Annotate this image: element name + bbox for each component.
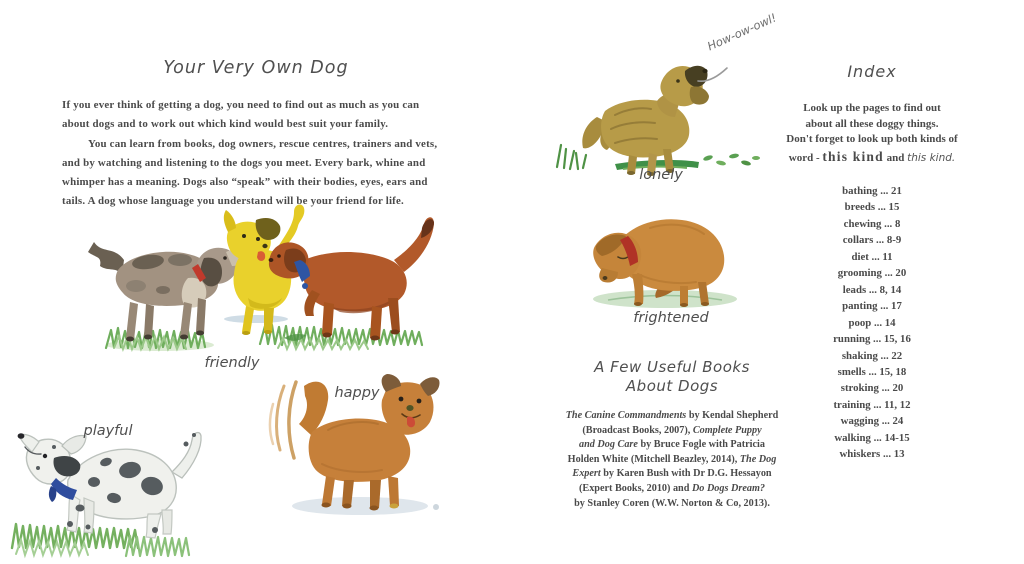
dalmatian-dog — [18, 433, 201, 538]
index-entry: chewing ... 8 — [843, 217, 901, 230]
index-entry: panting ... 17 — [842, 300, 902, 313]
books-paragraph: The Canine Commandments by Kendal Shepherd (Broadcast Books, 2007), Complete Puppy and Dog Care by Bruce Fogle with Patricia Holden White (Mitchell Beazley, 2014), The Dog Expert by Karen Bush with Dr D.G. Hessayon (Expert Books, 2010) and Do Dogs Dream? by Stanley Coren (W.W. Norton & Co, 2013). — [565, 410, 779, 509]
books-title-line2: About Dogs — [625, 377, 719, 395]
useful-books-section — [560, 358, 784, 511]
intro-text — [62, 96, 442, 212]
index-entry: collars ... 8-9 — [842, 234, 902, 247]
index-intro: Look up the pages to find out about all these doggy things. Don't forget to look up both kinds of word - this kind and this kind. — [786, 102, 958, 164]
page-title: Your Very Own Dog — [163, 58, 349, 78]
caption-lonely: lonely — [639, 167, 683, 183]
grey-dog — [88, 242, 245, 342]
index-entry: bathing ... 21 — [842, 185, 902, 197]
howl-swoosh-line — [697, 66, 729, 84]
index-entry: whiskers ... 13 — [839, 448, 905, 461]
index-entry: leads ... 8, 14 — [842, 283, 902, 296]
index-list — [768, 183, 976, 463]
dog-shadow — [292, 497, 428, 515]
lonely-dog-illustration — [545, 45, 765, 180]
index-entry: breeds ... 15 — [844, 201, 900, 214]
caption-frightened: frightened — [633, 310, 709, 326]
index-section — [768, 62, 976, 463]
index-entry: poop ... 14 — [848, 316, 896, 329]
frightened-dog-illustration — [580, 212, 750, 310]
caption-playful: playful — [83, 423, 133, 439]
index-entry: grooming ... 20 — [837, 267, 907, 280]
keyword-hand-sample: this kind. — [907, 151, 956, 164]
playful-dalmatian-illustration — [10, 420, 260, 564]
friendly-dogs-illustration — [88, 198, 452, 362]
index-entry: wagging ... 24 — [840, 415, 904, 428]
caption-friendly: friendly — [204, 355, 260, 371]
body-paragraph-2: You can learn from books, dog owners, rescue centres, trainers and vets, and by watching and listening to the dogs you meet. Every bark, whine and whimper has a meaning. Dogs also “speak” with their bodies, eyes, ears and tails. A dog whose language you understand will be your friend for life. — [62, 137, 438, 208]
howl-sound-text: How-ow-owl! — [705, 10, 779, 54]
index-entry: running ... 15, 16 — [833, 333, 911, 346]
body-paragraph-1: If you ever think of getting a dog, you need to find out as much as you can about dogs and to work out which kind would best suit your family. — [62, 99, 420, 131]
index-entry: training ... 11, 12 — [833, 398, 911, 411]
index-entry: smells ... 15, 18 — [837, 365, 907, 378]
books-title-line1: A Few Useful Books — [594, 358, 750, 376]
lonely-dog — [582, 66, 709, 176]
index-entry: stroking ... 20 — [840, 382, 904, 395]
index-entry: diet ... 11 — [851, 250, 893, 263]
index-entry: shaking ... 22 — [841, 349, 903, 362]
caption-happy: happy — [334, 385, 380, 401]
keyword-bold-sample: this kind — [822, 148, 884, 164]
index-title: Index — [847, 62, 897, 81]
index-entry: walking ... 14-15 — [834, 431, 910, 444]
